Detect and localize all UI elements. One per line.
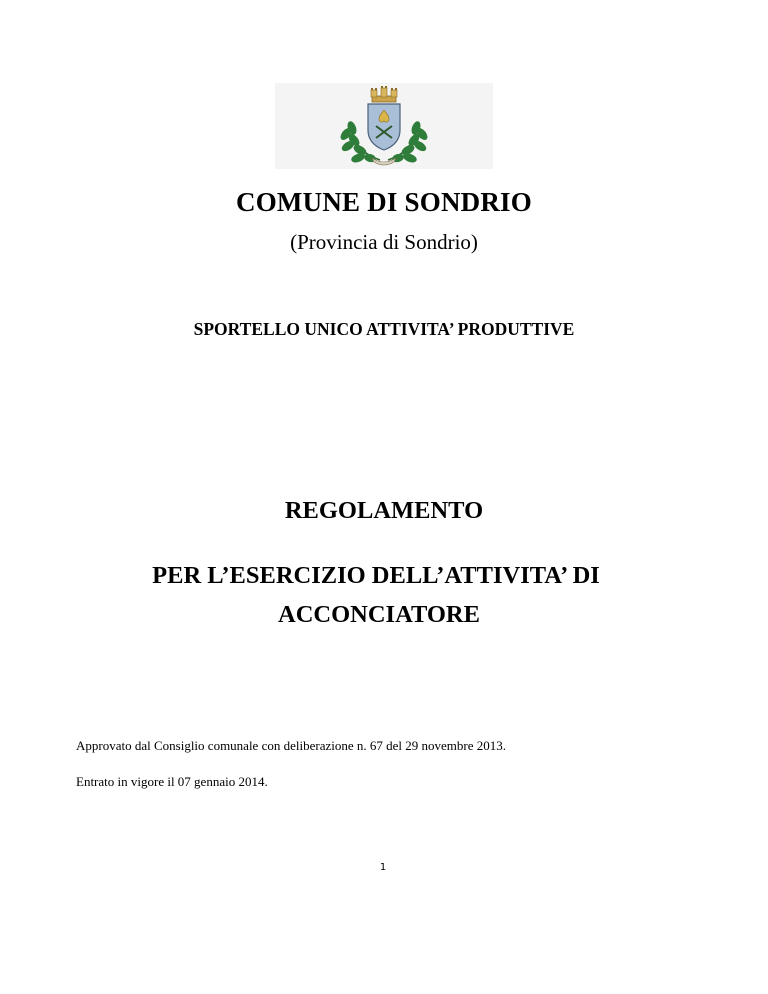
province-subtitle: (Provincia di Sondrio) (290, 230, 478, 254)
in-force-note: Entrato in vigore il 07 gennaio 2014. (76, 774, 268, 789)
coat-of-arms-icon (332, 82, 436, 166)
approval-note: Approvato dal Consiglio comunale con deliberazione n. 67 del 29 novembre 2013. (76, 738, 506, 753)
regulation-subtitle-line2: ACCONCIATORE (278, 601, 480, 628)
crown-icon (371, 86, 397, 102)
shield-icon (368, 104, 400, 150)
municipality-title: COMUNE DI SONDRIO (236, 187, 532, 217)
regulation-title: REGOLAMENTO (284, 497, 484, 524)
office-name: SPORTELLO UNICO ATTIVITA’ PRODUTTIVE (193, 319, 575, 339)
regulation-subtitle-line1: PER L’ESERCIZIO DELL’ATTIVITA’ DI (152, 562, 600, 589)
page-number: 1 (379, 862, 387, 873)
